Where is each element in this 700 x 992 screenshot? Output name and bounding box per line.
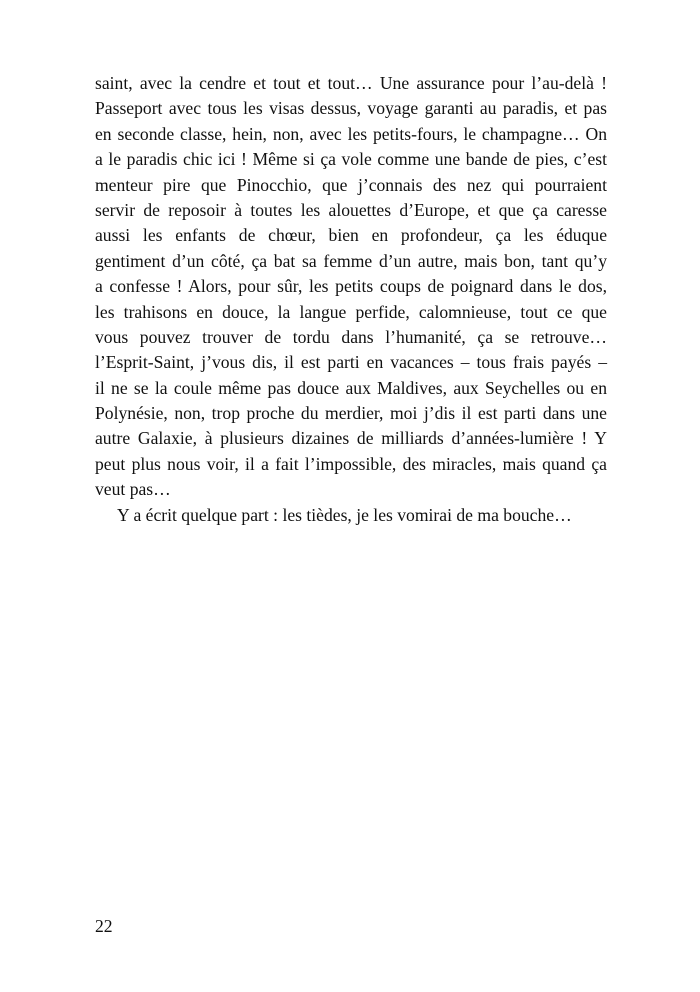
text-line: il ne se la coule même pas douce aux Maldives, aux Seychelles ou en [95,377,607,398]
body-text [95,71,607,528]
text-line: autre Galaxie, à plusieurs dizaines de milliards d’années-lumière ! Y [95,428,607,449]
paragraph [95,503,607,528]
text-line: l’Esprit-Saint, j’vous dis, il est parti en vacances – tous frais payés – [95,352,607,373]
text-line: les trahisons en douce, la langue perfide, calomnieuse, tout ce que [95,301,607,322]
text-line: aussi les enfants de chœur, bien en profondeur, ça les éduque [95,225,607,246]
text-line: vous pouvez trouver de tordu dans l’humanité, ça se retrouve… [95,326,607,347]
text-line: menteur pire que Pinocchio, que j’connais des nez qui pourraient [95,174,607,195]
text-line: gentiment d’un côté, ça bat sa femme d’un autre, mais bon, tant qu’y [95,250,607,271]
text-line: en seconde classe, hein, non, avec les petits-fours, le champagne… On [95,123,607,144]
text-line: a le paradis chic ici ! Même si ça vole comme une bande de pies, c’est [95,149,607,170]
text-line: Y a écrit quelque part : les tièdes, je les vomirai de ma bouche… [117,504,572,525]
text-line: peut plus nous voir, il a fait l’impossible, des miracles, mais quand ça [95,453,607,474]
text-line: veut pas… [95,479,171,500]
text-line: saint, avec la cendre et tout et tout… Une assurance pour l’au-delà ! [95,73,607,93]
text-line: a confesse ! Alors, pour sûr, les petits coups de poignard dans le dos, [95,276,607,297]
page-number: 22 [95,916,113,936]
paragraph [95,71,607,503]
text-line: servir de reposoir à toutes les alouettes d’Europe, et que ça caresse [95,199,607,220]
text-line: Passeport avec tous les visas dessus, voyage garanti au paradis, et pas [95,98,607,119]
text-line: Polynésie, non, trop proche du merdier, moi j’dis il est parti dans une [95,403,607,424]
